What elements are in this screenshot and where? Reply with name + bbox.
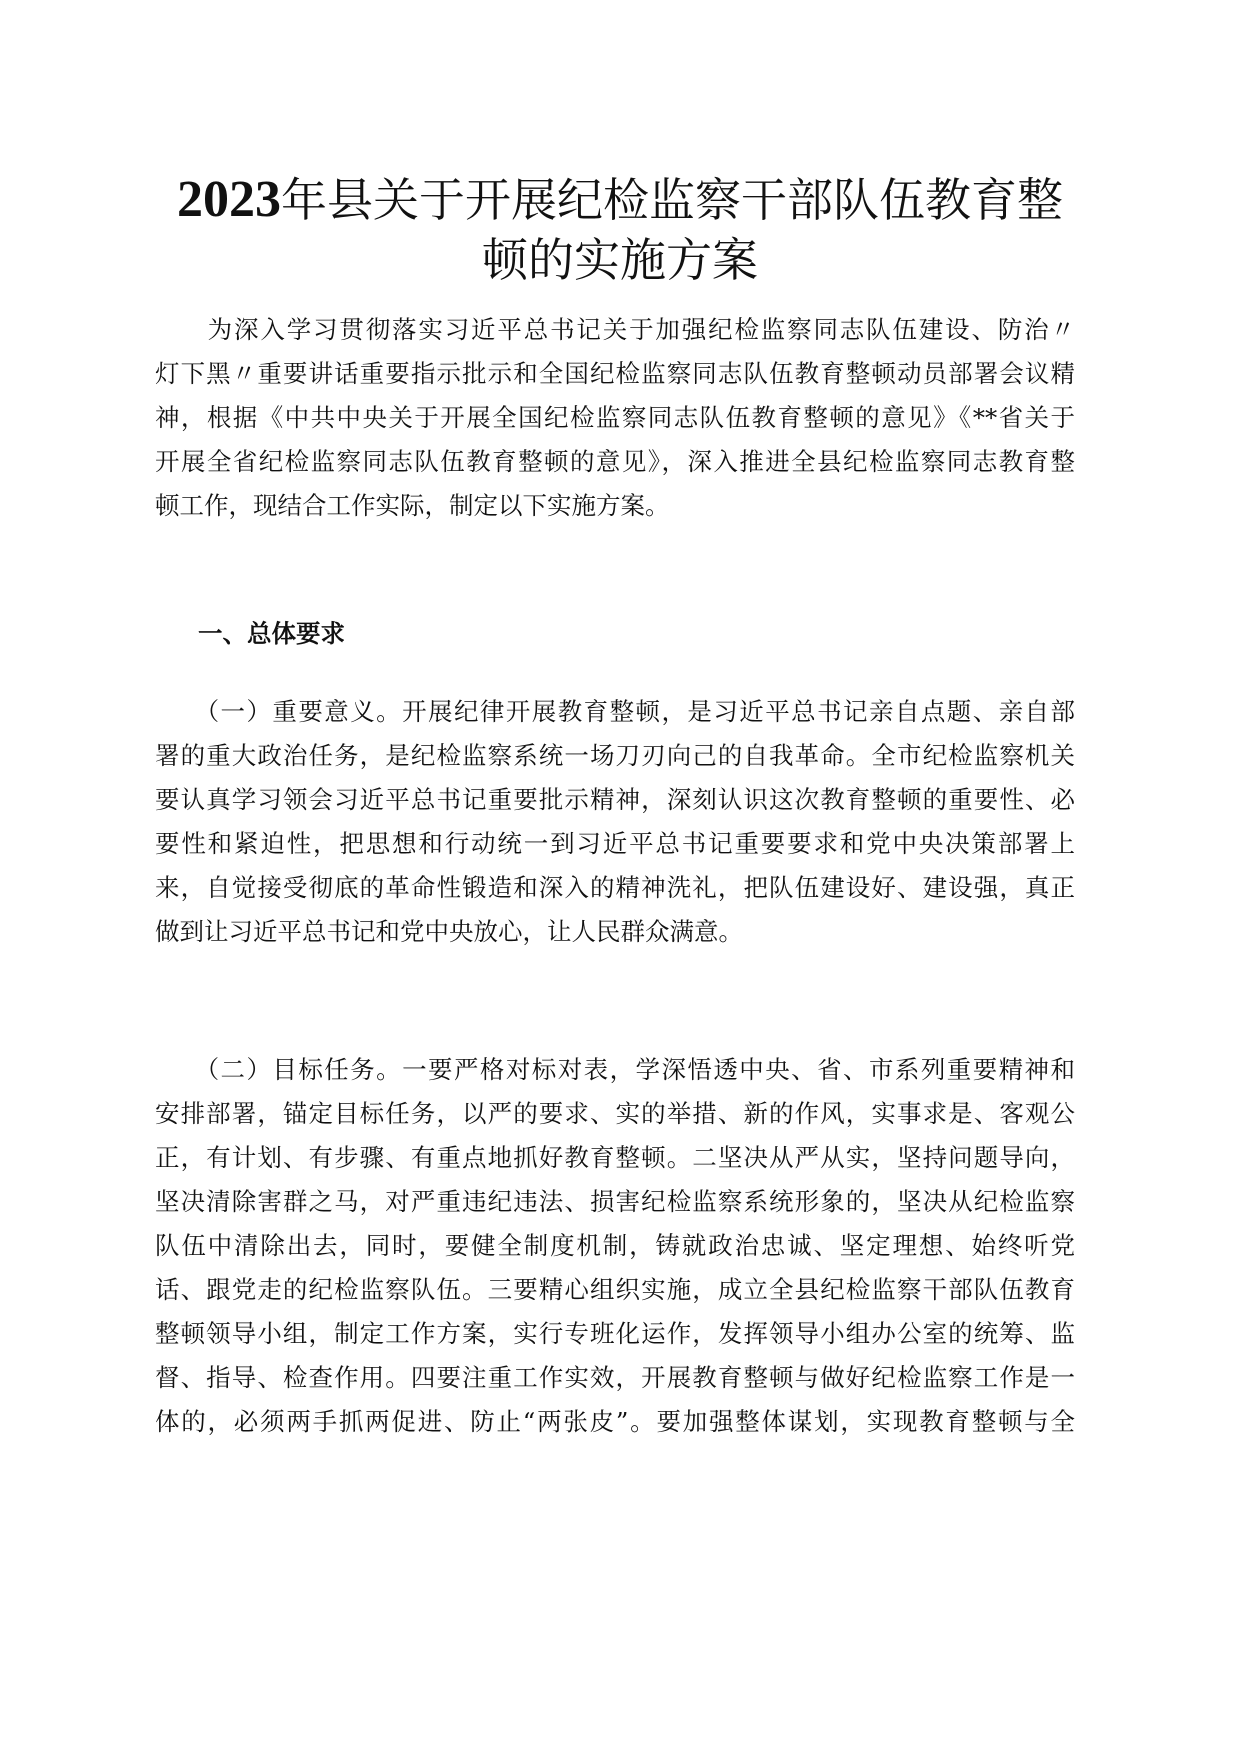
text-line: 话、跟党走的纪检监察队伍。三要精心组织实施，成立全县纪检监察干部队伍教育 — [155, 1275, 1075, 1304]
text-line: 整顿领导小组，制定工作方案，实行专班化运作，发挥领导小组办公室的统筹、监 — [155, 1319, 1075, 1348]
section-heading: 一、总体要求 — [198, 619, 345, 648]
text-line: 坚决清除害群之马，对严重违纪违法、损害纪检监察系统形象的，坚决从纪检监察 — [155, 1187, 1075, 1216]
document-title — [150, 170, 1090, 290]
text-line: 灯下黑〃重要讲话重要指示批示和全国纪检监察同志队伍教育整顿动员部署会议精 — [155, 359, 1075, 388]
text-line: 为深入学习贯彻落实习近平总书记关于加强纪检监察同志队伍建设、防治〃 — [155, 315, 1075, 344]
text-line: 要认真学习领会习近平总书记重要批示精神，深刻认识这次教育整顿的重要性、必 — [155, 785, 1075, 814]
text-line: 正，有计划、有步骤、有重点地抓好教育整顿。二坚决从严从实，坚持问题导向， — [155, 1143, 1075, 1172]
text-line: 来，自觉接受彻底的革命性锻造和深入的精神洗礼，把队伍建设好、建设强，真正 — [155, 873, 1075, 902]
paragraph-targets — [155, 1048, 1075, 1444]
text-line: 体的，必须两手抓两促进、防止“两张皮”。要加强整体谋划，实现教育整顿与全 — [155, 1407, 1075, 1436]
title-year: 2023 — [177, 171, 281, 228]
text-line: （二）目标任务。一要严格对标对表，学深悟透中央、省、市系列重要精神和 — [155, 1055, 1075, 1084]
title-line-1 — [150, 170, 1090, 230]
text-line: 要性和紧迫性，把思想和行动统一到习近平总书记重要要求和党中央决策部署上 — [155, 829, 1075, 858]
title-line-2: 顿的实施方案 — [482, 233, 758, 287]
text-line: 署的重大政治任务，是纪检监察系统一场刀刃向己的自我革命。全市纪检监察机关 — [155, 741, 1075, 770]
intro-paragraph — [155, 308, 1075, 528]
text-line: 顿工作，现结合工作实际，制定以下实施方案。 — [155, 491, 670, 520]
text-line: 开展全省纪检监察同志队伍教育整顿的意见》，深入推进全县纪检监察同志教育整 — [155, 447, 1075, 476]
title-line-1-text: 年县关于开展纪检监察干部队伍教育整 — [281, 173, 1063, 227]
text-line: （一）重要意义。开展纪律开展教育整顿，是习近平总书记亲自点题、亲自部 — [155, 697, 1075, 726]
text-line: 神，根据《中共中央关于开展全国纪检监察同志队伍教育整顿的意见》《**省关于 — [155, 403, 1075, 432]
text-line: 督、指导、检查作用。四要注重工作实效，开展教育整顿与做好纪检监察工作是一 — [155, 1363, 1075, 1392]
text-line: 安排部署，锚定目标任务，以严的要求、实的举措、新的作风，实事求是、客观公 — [155, 1099, 1075, 1128]
paragraph-importance — [155, 690, 1075, 954]
text-line: 做到让习近平总书记和党中央放心，让人民群众满意。 — [155, 917, 743, 946]
text-line: 队伍中清除出去，同时，要健全制度机制，铸就政治忠诚、坚定理想、始终听党 — [155, 1231, 1075, 1260]
